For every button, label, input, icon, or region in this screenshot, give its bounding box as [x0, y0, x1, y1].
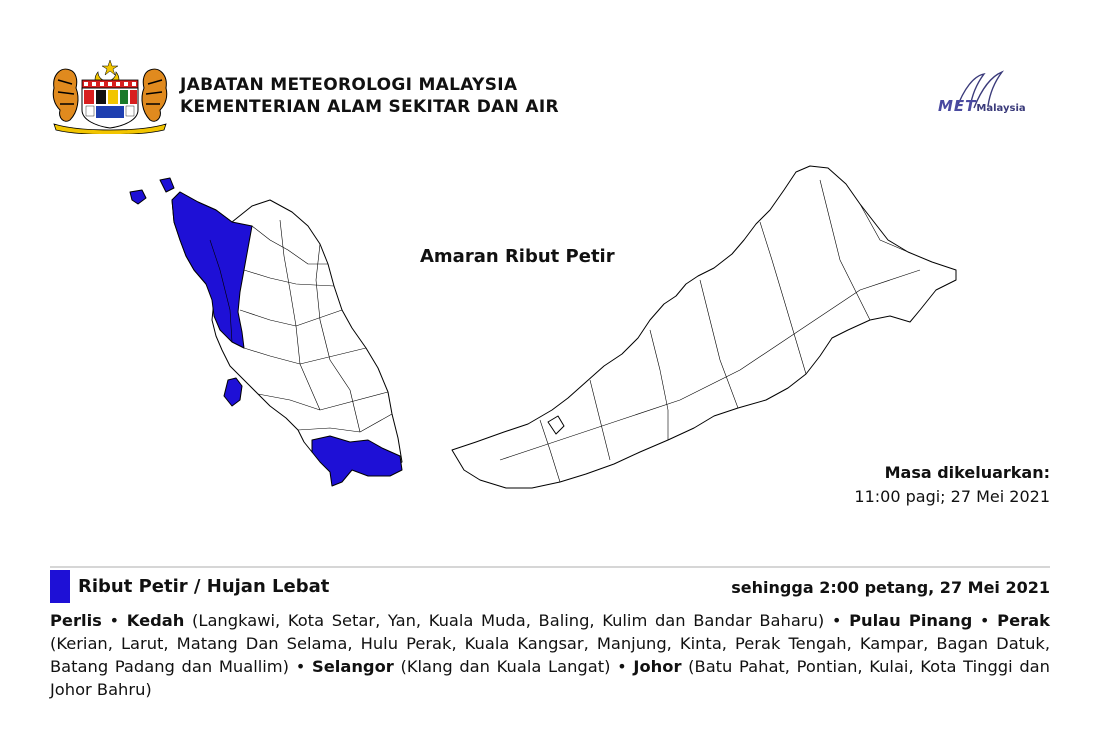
area-districts: (Kerian, Larut, Matang Dan Selama, Hulu Perak, Kuala Kangsar, Manjung, Kinta, Perak Tengah, Kampar, Bagan Datuk, Batang Padang dan Muallim): [50, 634, 1050, 676]
header: [50, 58, 1050, 138]
area-districts: (Batu Pahat, Pontian, Kulai, Kota Tinggi dan Johor Bahru): [50, 657, 1050, 699]
met-logo-text-sub: Malaysia: [976, 103, 1026, 114]
agency-line1: JABATAN METEOROLOGI MALAYSIA: [180, 75, 518, 95]
issued-value: 11:00 pagi; 27 Mei 2021: [854, 487, 1050, 506]
warning-region-selangor: [224, 378, 242, 406]
area-state: Perlis: [50, 611, 102, 630]
legend-swatch: [50, 570, 70, 603]
area-separator: •: [824, 611, 850, 630]
area-state: Selangor: [312, 657, 394, 676]
met-logo-text: [938, 96, 1026, 115]
area-separator: •: [610, 657, 634, 676]
area-state: Pulau Pinang: [849, 611, 973, 630]
affected-areas: [50, 609, 1050, 701]
met-logo-text-main: MET: [938, 97, 977, 115]
legend-label: Ribut Petir / Hujan Lebat: [78, 576, 330, 597]
east-malaysia: [452, 166, 956, 488]
area-state: Perak: [997, 611, 1050, 630]
section-divider: [50, 566, 1050, 568]
warning-region-langkawi: [130, 190, 146, 204]
valid-until: sehingga 2:00 petang, 27 Mei 2021: [731, 578, 1050, 597]
issued-label: Masa dikeluarkan:: [884, 463, 1050, 482]
area-districts: (Klang dan Kuala Langat): [393, 657, 611, 676]
area-state: Johor: [633, 657, 682, 676]
issued-time: [854, 461, 1050, 509]
area-separator: •: [101, 611, 127, 630]
agency-line2: KEMENTERIAN ALAM SEKITAR DAN AIR: [180, 97, 559, 117]
map-title: Amaran Ribut Petir: [420, 246, 615, 267]
agency-name: [180, 74, 559, 118]
malaysia-coat-of-arms-icon: [50, 58, 170, 134]
area-districts: (Langkawi, Kota Setar, Yan, Kuala Muda, Baling, Kulim dan Bandar Baharu): [184, 611, 825, 630]
area-separator: •: [972, 611, 998, 630]
area-separator: •: [289, 657, 312, 676]
area-state: Kedah: [126, 611, 185, 630]
malaysia-warning-map: [120, 160, 970, 520]
